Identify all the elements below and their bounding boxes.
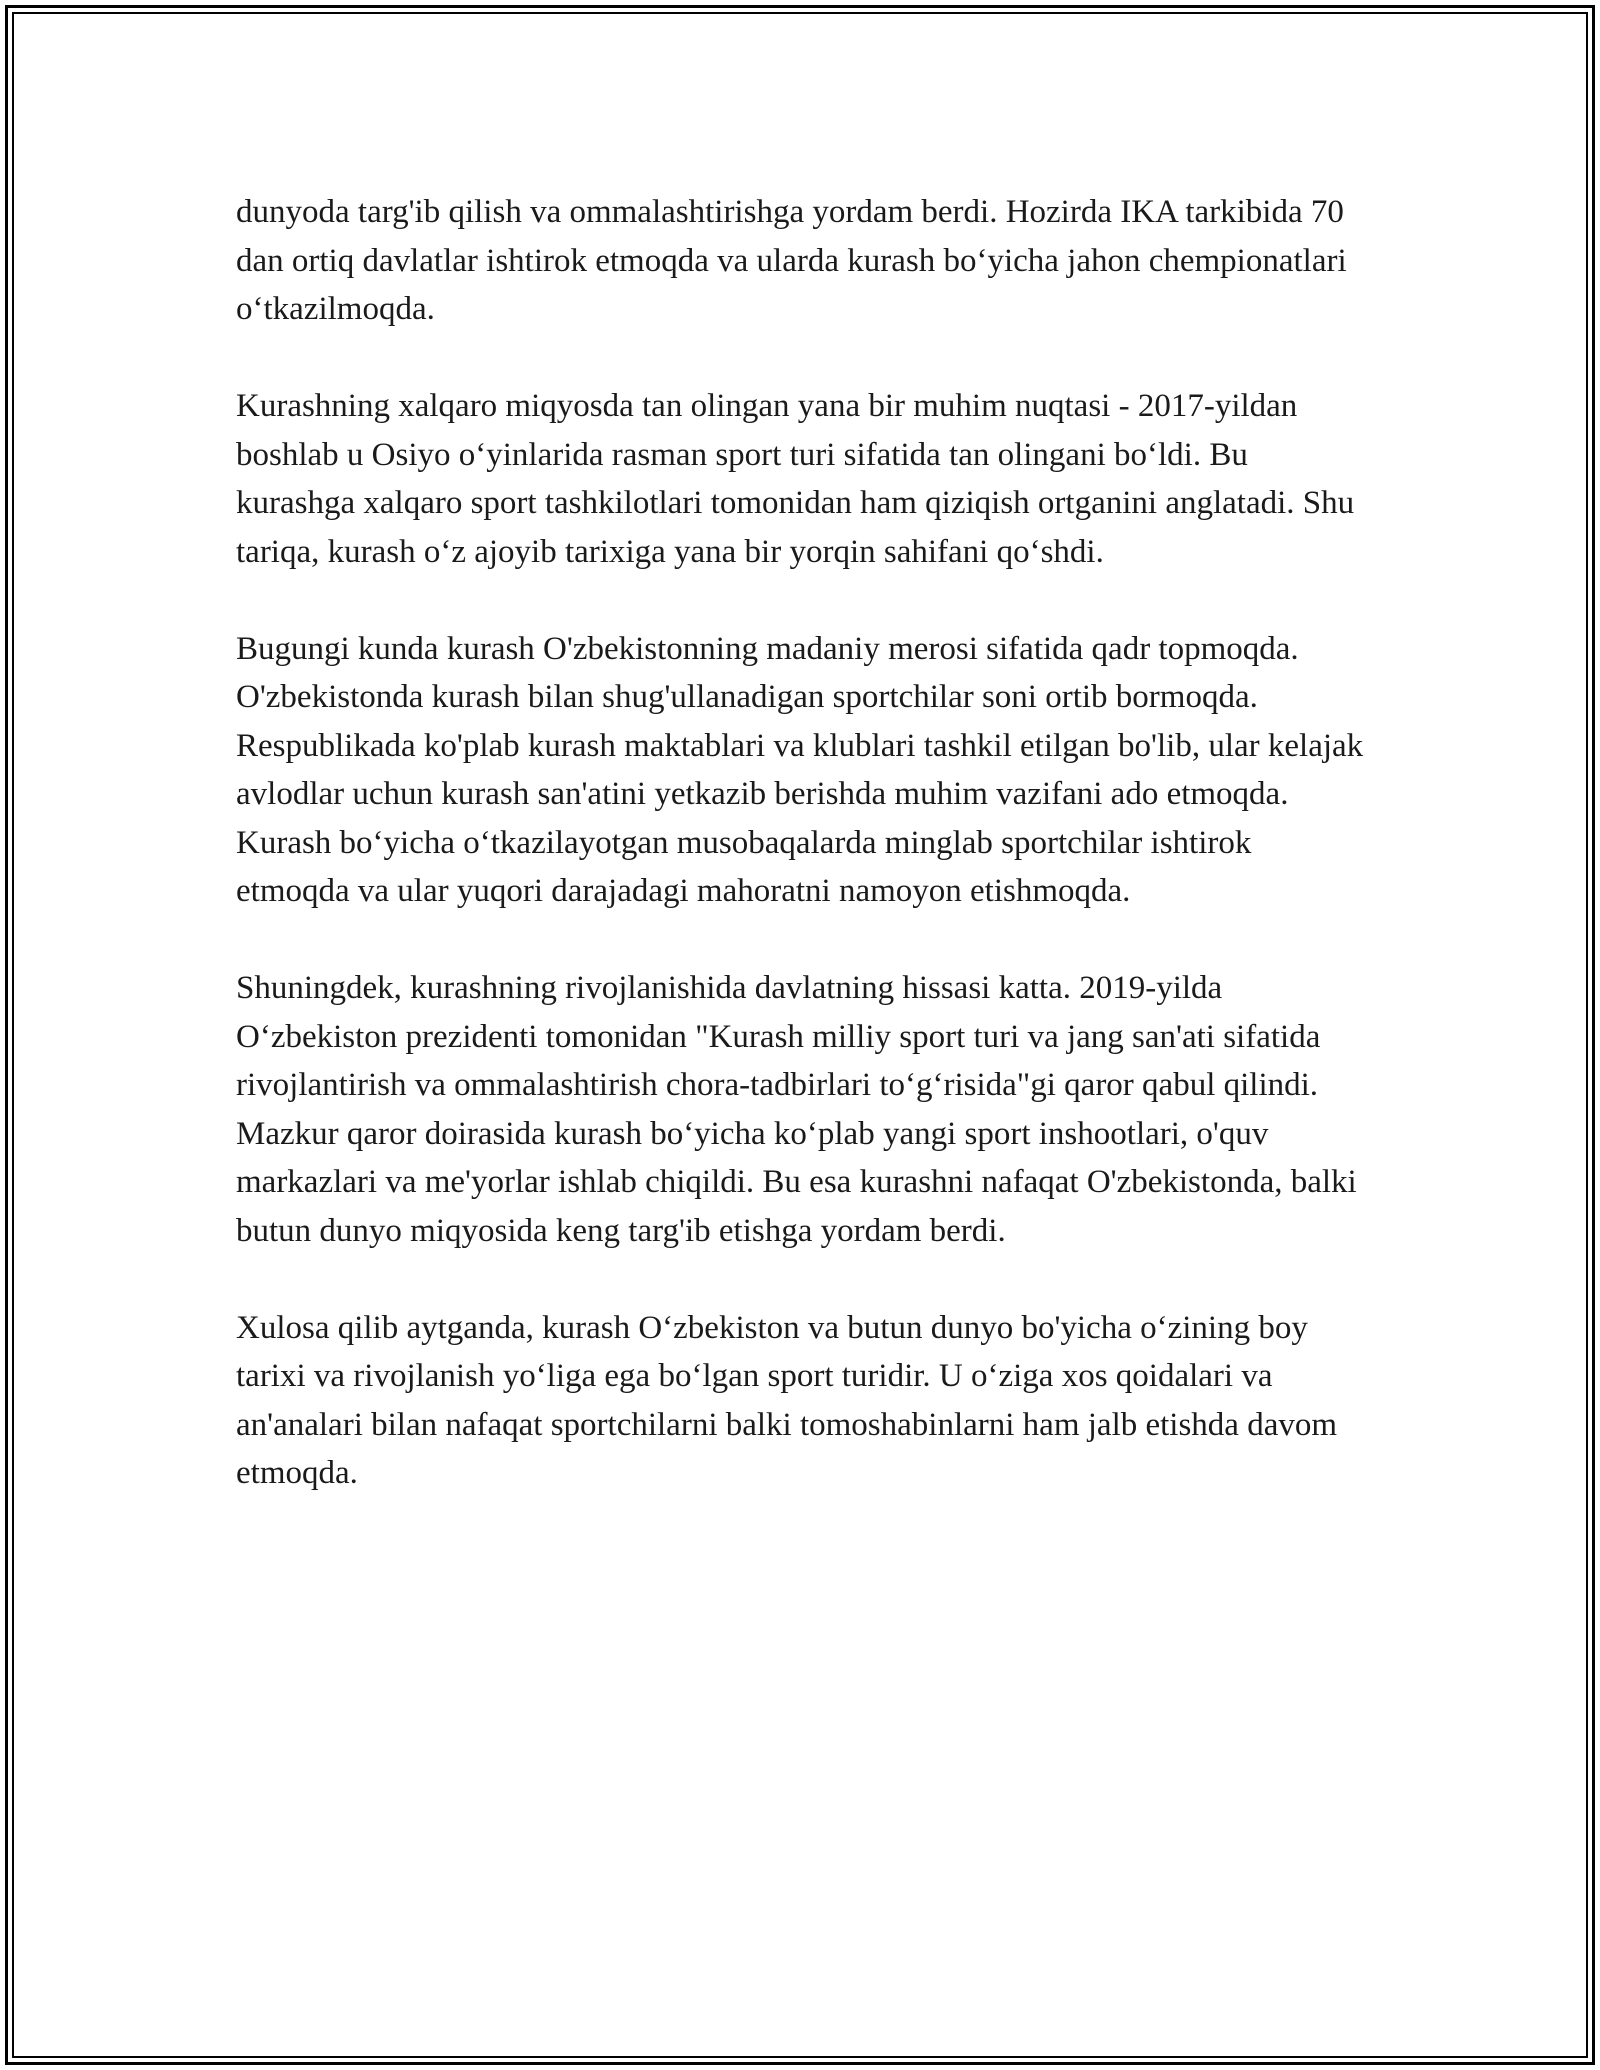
paragraph-asian-games-recognition: Kurashning xalqaro miqyosda tan olingan yana bir muhim nuqtasi - 2017-yildan boshlab u Osiyo oʻyinlarida rasman sport turi sifatida tan olingani boʻldi. Bu kurashga xalqaro sport tashkilotlari tomonidan ham qiziqish ortganini anglatadi. Shu tariqa, kurash oʻz ajoyib tarixiga yana bir yorqin sahifani qoʻshdi. xyxy=(236,388,1355,570)
paragraph-ika-membership: dunyoda targ'ib qilish va ommalashtirishga yordam berdi. Hozirda IKA tarkibida 70 dan ortiq davlatlar ishtirok etmoqda va ularda kurash boʻyicha jahon chempionatlari oʻtkazilmoqda. xyxy=(236,194,1347,327)
document-body xyxy=(236,188,1366,1498)
paragraph-cultural-heritage: Bugungi kunda kurash O'zbekistonning madaniy merosi sifatida qadr topmoqda. O'zbekistonda kurash bilan shug'ullanadigan sportchilar soni ortib bormoqda. Respublikada ko'plab kurash maktablari va klublari tashkil etilgan bo'lib, ular kelajak avlodlar uchun kurash san'atini yetkazib berishda muhim vazifani ado etmoqda. Kurash boʻyicha oʻtkazilayotgan musobaqalarda minglab sportchilar ishtirok etmoqda va ular yuqori darajadagi mahoratni namoyon etishmoqda. xyxy=(236,630,1364,909)
paragraph-state-support: Shuningdek, kurashning rivojlanishida davlatning hissasi katta. 2019-yilda Oʻzbekiston prezidenti tomonidan "Kurash milliy sport turi va jang san'ati sifatida rivojlantirish va ommalashtirish chora-tadbirlari toʻgʻrisida"gi qaror qabul qilindi. Mazkur qaror doirasida kurash boʻyicha koʻplab yangi sport inshootlari, o'quv markazlari va me'yorlar ishlab chiqildi. Bu esa kurashni nafaqat O'zbekistonda, balki butun dunyo miqyosida keng targ'ib etishga yordam berdi. xyxy=(236,970,1357,1249)
paragraph-conclusion: Xulosa qilib aytganda, kurash Oʻzbekiston va butun dunyo bo'yicha oʻzining boy tarixi va rivojlanish yoʻliga ega boʻlgan sport turidir. U oʻziga xos qoidalari va an'analari bilan nafaqat sportchilarni balki tomoshabinlarni ham jalb etishda davom etmoqda. xyxy=(236,1309,1338,1491)
